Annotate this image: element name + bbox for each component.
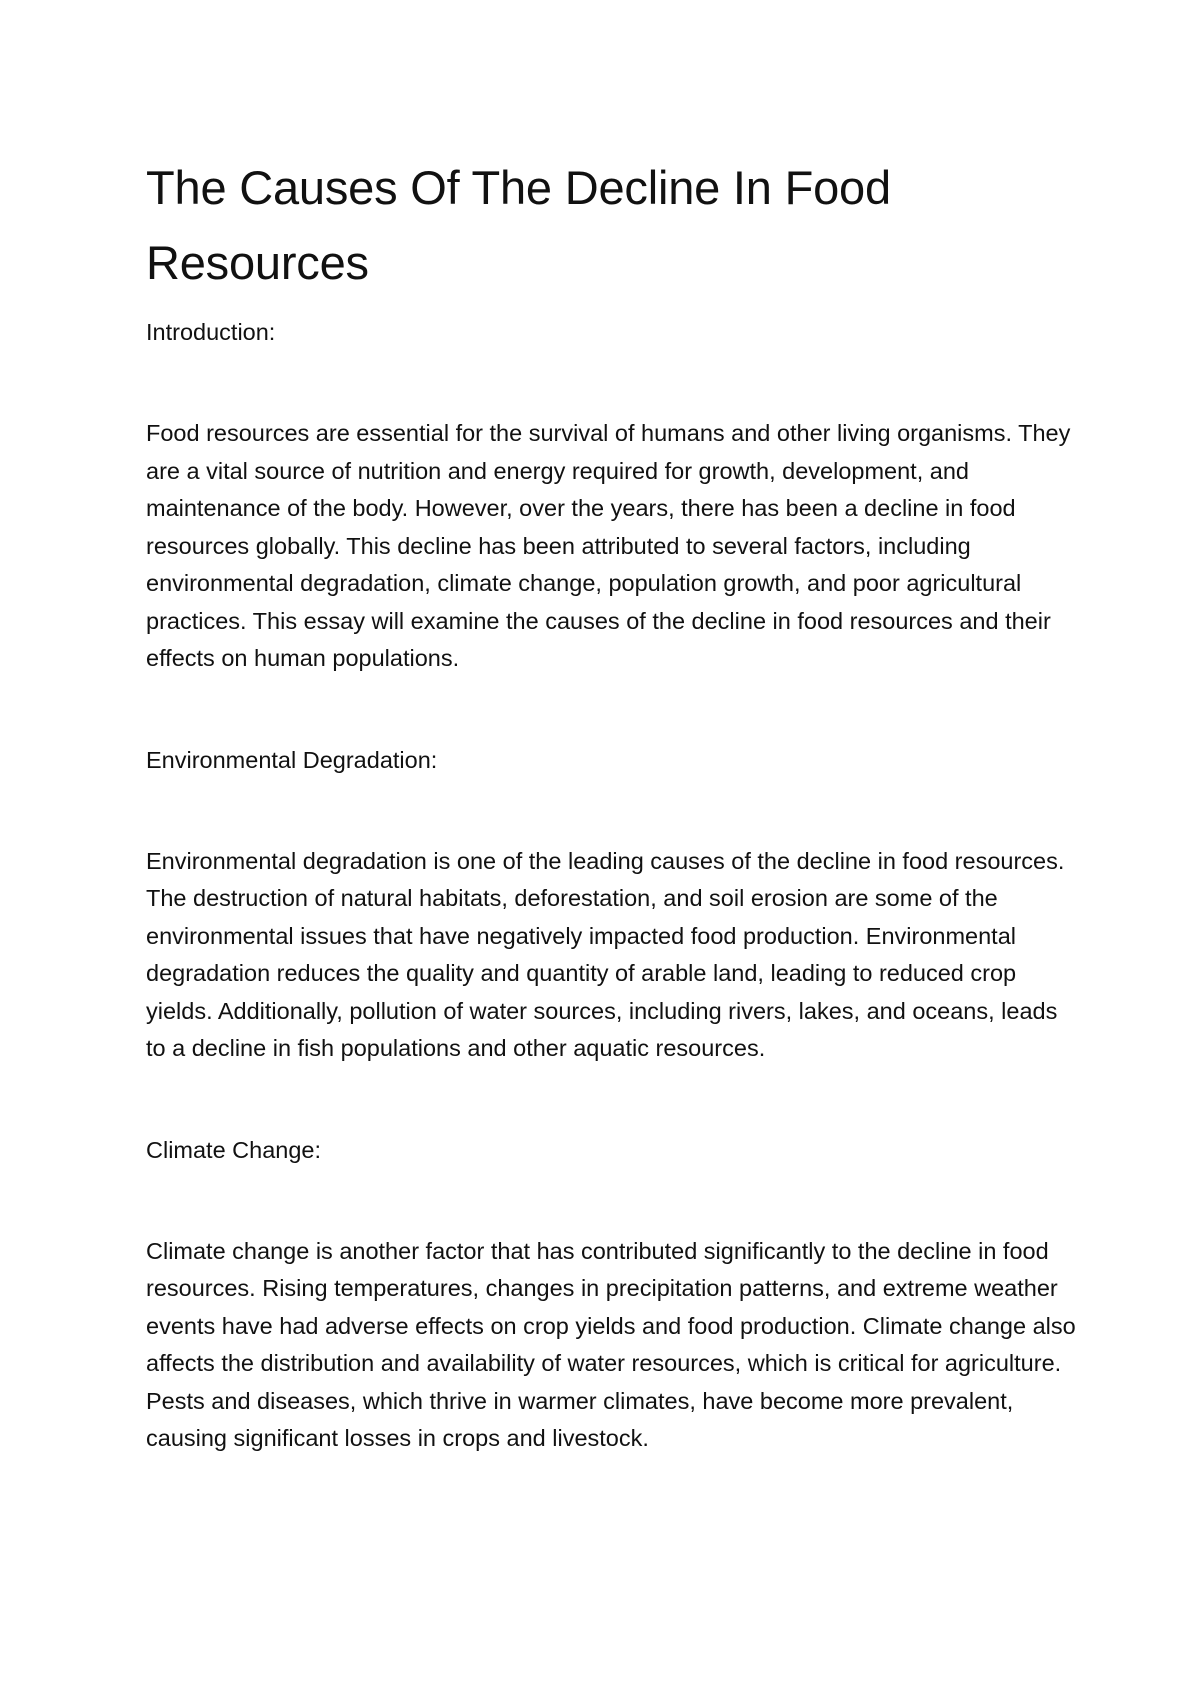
document-title: The Causes Of The Decline In Food Resources (146, 161, 891, 289)
paragraph-environmental-degradation: Environmental degradation is one of the leading causes of the decline in food resources. The destruction of natural habitats, deforestation, and soil erosion are some of the environmental issues that have negatively impacted food production. Environmental degradation reduces the quality and quantity of arable land, leading to reduced crop yields. Additionally, pollution of water sources, including rivers, lakes, and oceans, leads to a decline in fish populations and other aquatic resources. (146, 847, 1065, 1061)
document-body (146, 150, 1076, 1458)
section-heading-environmental-degradation: Environmental Degradation: (146, 746, 438, 773)
paragraph-introduction: Food resources are essential for the survival of humans and other living organisms. They are a vital source of nutrition and energy required for growth, development, and maintenance of the body. However, over the years, there has been a decline in food resources globally. This decline has been attributed to several factors, including environmental degradation, climate change, population growth, and poor agricultural practices. This essay will examine the causes of the decline in food resources and their effects on human populations. (146, 420, 1071, 671)
section-heading-climate-change: Climate Change: (146, 1136, 322, 1163)
paragraph-climate-change: Climate change is another factor that has contributed significantly to the decline in food resources. Rising temperatures, changes in precipitation patterns, and extreme weather events have had adverse effects on crop yields and food production. Climate change also affects the distribution and availability of water resources, which is critical for agriculture. Pests and diseases, which thrive in warmer climates, have become more prevalent, causing significant losses in crops and livestock. (146, 1237, 1076, 1451)
section-heading-introduction: Introduction: (146, 319, 276, 345)
